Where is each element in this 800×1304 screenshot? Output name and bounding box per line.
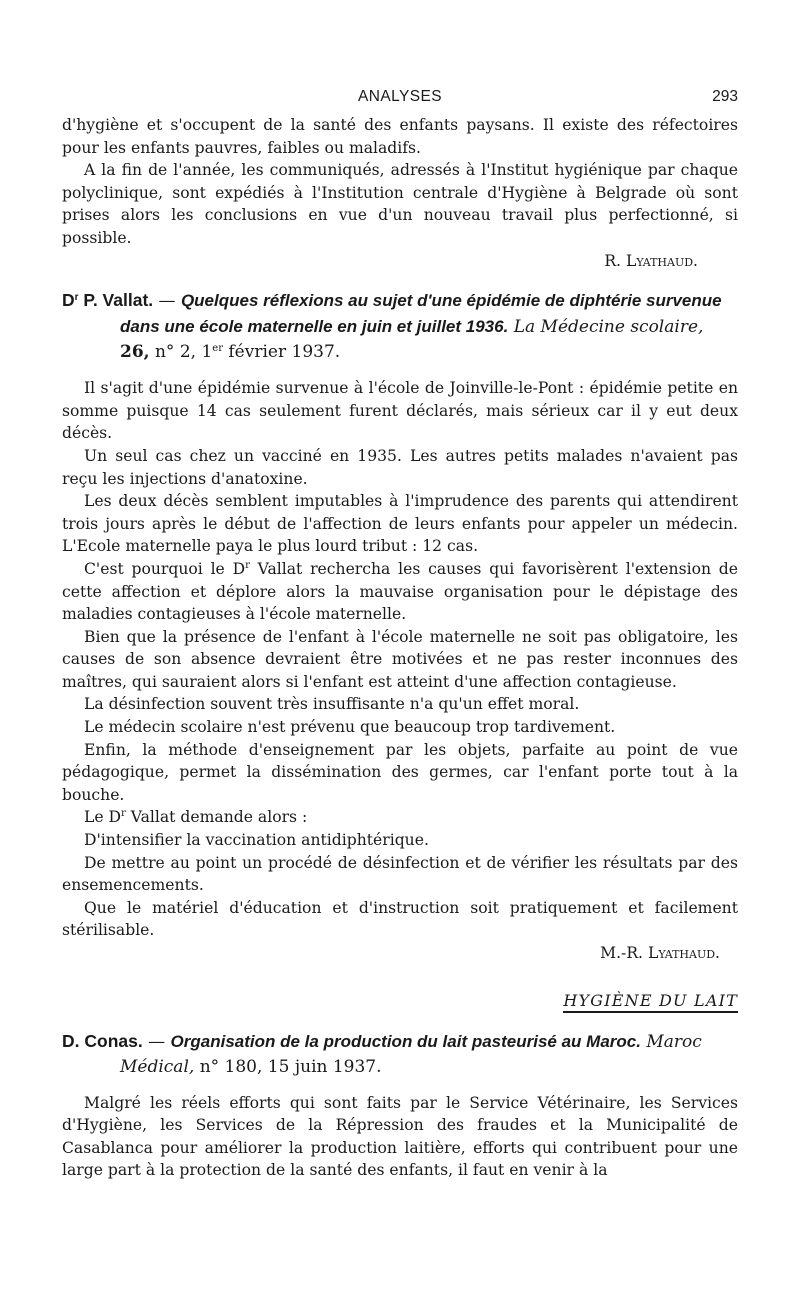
- entry-2-journal: Maroc Médical,: [120, 1031, 702, 1077]
- entry-1-paragraph-12: Que le matériel d'éducation et d'instruction soit pratiquement et facilement stérilisable.: [62, 898, 738, 940]
- entry-1-signature: M.-R. Lyathaud.: [600, 944, 720, 962]
- entry-2-paragraph-1: Malgré les réels efforts qui sont faits par le Service Vétérinaire, les Services d'Hygiène, les Services de la Répression des fraudes et la Municipalité de Casablanca pour améliorer la production laitière, efforts qui contribuent pour une large part à la protection de la santé des enfants, il faut en venir à la: [62, 1093, 738, 1180]
- entry-1-dash: —: [153, 291, 181, 312]
- entry-1-journal: La Médecine scolaire,: [513, 317, 704, 338]
- entry-1-paragraph-4: [62, 558, 738, 626]
- entry-1-volume: 26,: [120, 342, 150, 363]
- entry-1-ref-b: février 1937.: [222, 342, 341, 363]
- entry-1-paragraph-2: Un seul cas chez un vacciné en 1935. Les autres petits malades n'avaient pas reçu les injections d'anatoxine.: [62, 446, 738, 488]
- entry-1-ref-a: n° 2, 1: [149, 342, 213, 363]
- page: [62, 88, 738, 1182]
- entry-1-author: [62, 290, 153, 310]
- entry-1-paragraph-4-b: Vallat rechercha les causes qui favorisèrent l'extension de cette affection et déplore alors la mauvaise organisation pour le dépistage des maladies contagieuses à l'école maternelle.: [62, 559, 738, 624]
- entry-2-heading: [62, 1029, 738, 1080]
- section-heading: HYGIÈNE DU LAIT: [563, 991, 738, 1013]
- intro-paragraph-2: [62, 159, 738, 249]
- entry-2-ref: n° 180, 15 juin 1937.: [194, 1056, 382, 1077]
- entry-2-title: Organisation de la production du lait pasteurisé au Maroc.: [170, 1031, 641, 1051]
- page-number: 293: [712, 88, 738, 105]
- intro-paragraph-2-text: A la fin de l'année, les communiqués, adressés à l'Institut hygiénique par chaque polyclinique, sont expédiés à l'Institution centrale d'Hygiène à Belgrade où sont prises alors les conclusions en vue d'un nouveau travail plus perfectionné, si possible.: [62, 161, 738, 247]
- entry-1-paragraph-8: Enfin, la méthode d'enseignement par les objets, parfaite au point de vue pédagogique, permet la dissémination des germes, car l'enfant porte tout à la bouche.: [62, 740, 738, 804]
- entry-1-title: Quelques réflexions au sujet d'une épidémie de diphtérie survenue dans une école maternelle en juin et juillet 1936.: [120, 291, 722, 337]
- entry-1-paragraph-3: Les deux décès semblent imputables à l'imprudence des parents qui attendirent trois jours après le début de l'affection de leurs enfants pour appeler un médecin. L'Ecole maternelle paya le plus lourd tribut : 12 cas.: [62, 492, 738, 556]
- section-heading-wrap: [62, 991, 738, 1013]
- entry-1-ref: [150, 342, 341, 362]
- entry-1-author-prefix: D: [62, 290, 75, 311]
- intro-signature-line: [62, 250, 738, 273]
- entry-1-heading: [62, 288, 738, 365]
- page-header: [62, 88, 738, 114]
- entry-1-author-sup: r: [74, 292, 79, 304]
- entry-1-signature-line: [62, 942, 738, 965]
- entry-1-paragraph-11: De mettre au point un procédé de désinfection et de vérifier les résultats par des ensemencements.: [62, 853, 738, 895]
- entry-1-paragraph-9: [62, 806, 738, 829]
- entry-1-paragraph-1: Il s'agit d'une épidémie survenue à l'école de Joinville-le-Pont : épidémie petite en somme puisque 14 cas seulement furent déclarés, mais sérieux car il y eut deux décès.: [62, 379, 738, 443]
- entry-1-paragraph-4-sup: r: [245, 559, 250, 571]
- entry-1-paragraph-5: Bien que la présence de l'enfant à l'école maternelle ne soit pas obligatoire, les causes de son absence devraient être motivées et ne pas rester inconnues des maîtres, qui sauraient alors si l'enfant est atteint d'une affection contagieuse.: [62, 627, 738, 691]
- entry-1-paragraph-9-a: Le D: [84, 808, 122, 827]
- intro-signature: R. Lyathaud.: [604, 251, 698, 270]
- entry-2-author: D. Conas.: [62, 1030, 143, 1051]
- entry-1-paragraph-7: Le médecin scolaire n'est prévenu que beaucoup trop tardivement.: [84, 718, 616, 737]
- entry-2-body: [62, 1092, 738, 1182]
- entry-1-paragraph-10: D'intensifier la vaccination antidiphtérique.: [84, 831, 429, 850]
- entry-1-author-name: P. Vallat.: [78, 290, 154, 311]
- entry-1-paragraph-6: La désinfection souvent très insuffisante n'a qu'un effet moral.: [84, 695, 580, 714]
- entry-1-ref-sup: er: [212, 343, 223, 355]
- entry-2-dash: —: [142, 1031, 171, 1052]
- intro-paragraph-1: d'hygiène et s'occupent de la santé des enfants paysans. Il existe des réfectoires pour les enfants pauvres, faibles ou maladifs.: [62, 116, 738, 157]
- running-title: ANALYSES: [358, 88, 442, 105]
- entry-1-paragraph-4-a: C'est pourquoi le D: [84, 559, 246, 578]
- entry-1-body: [62, 377, 738, 964]
- entry-1-paragraph-9-sup: r: [121, 808, 126, 820]
- entry-1-paragraph-9-b: Vallat demande alors :: [125, 808, 308, 827]
